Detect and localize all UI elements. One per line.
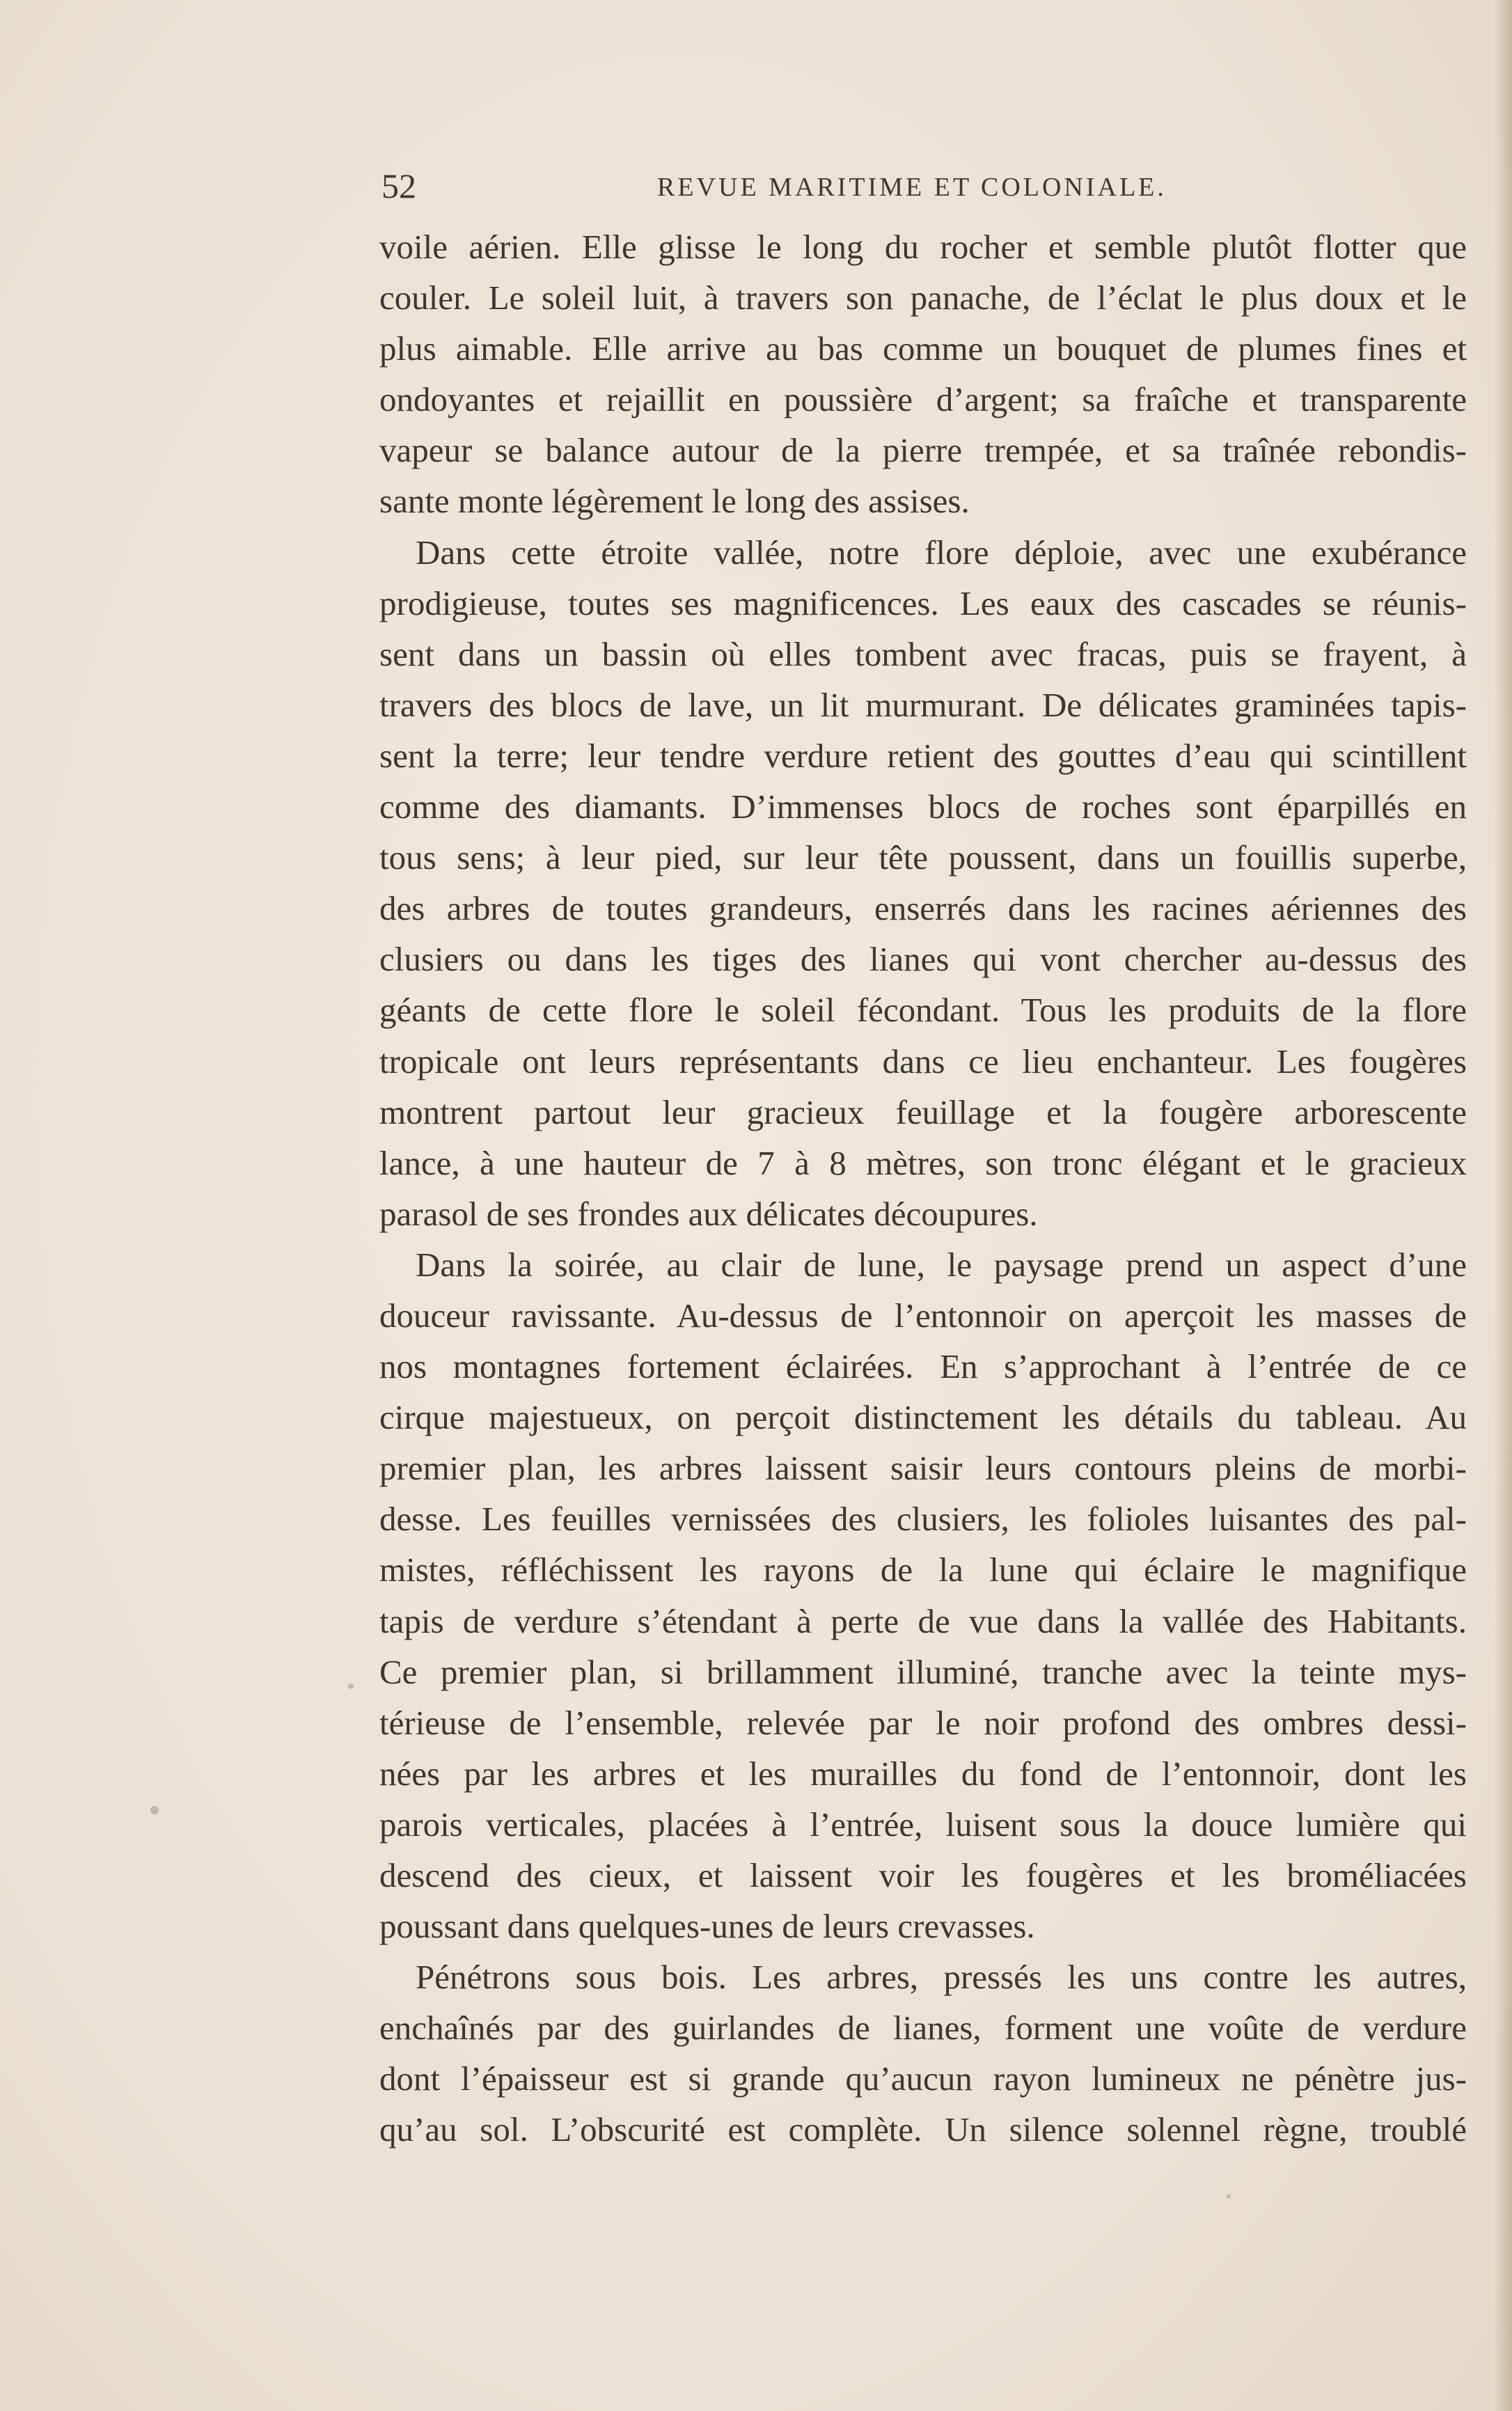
text-line: montrent partout leur gracieux feuillage et la fougère arborescente: [379, 1092, 1467, 1131]
text-line: desse. Les feuilles vernissées des clusiers, les folioles luisantes des pal-: [379, 1500, 1467, 1539]
text-line: parois verticales, placées à l’entrée, luisent sous la douce lumière qui: [379, 1805, 1467, 1844]
text-line: nées par les arbres et les murailles du fond de l’entonnoir, dont les: [379, 1754, 1467, 1793]
text-line: Dans la soirée, au clair de lune, le paysage prend un aspect d’une: [416, 1245, 1467, 1284]
text-line: des arbres de toutes grandeurs, enserrés dans les racines aériennes des: [379, 889, 1467, 928]
paper-speck: [348, 1683, 354, 1689]
text-line: lance, à une hauteur de 7 à 8 mètres, son tronc élégant et le gracieux: [379, 1143, 1467, 1182]
text-line: sent dans un bassin où elles tombent avec fracas, puis se frayent, à: [379, 634, 1467, 673]
text-line: parasol de ses frondes aux délicates découpures.: [379, 1194, 1038, 1233]
text-line: térieuse de l’ensemble, relevée par le noir profond des ombres dessi-: [379, 1703, 1467, 1742]
text-line: cirque majestueux, on perçoit distinctement les détails du tableau. Au: [379, 1398, 1467, 1437]
page-number: 52: [381, 166, 416, 205]
text-line: sante monte légèrement le long des assises.: [379, 482, 970, 521]
text-line: tapis de verdure s’étendant à perte de vue dans la vallée des Habitants.: [379, 1601, 1467, 1640]
text-line: sent la terre; leur tendre verdure retient des gouttes d’eau qui scintillent: [379, 736, 1467, 775]
text-line: clusiers ou dans les tiges des lianes qui vont chercher au-dessus des: [379, 940, 1467, 979]
text-line: tropicale ont leurs représentants dans ce lieu enchanteur. Les fougères: [379, 1042, 1467, 1081]
text-line: nos montagnes fortement éclairées. En s’approchant à l’entrée de ce: [379, 1347, 1467, 1386]
text-line: géants de cette flore le soleil fécondant. Tous les produits de la flore: [379, 991, 1467, 1030]
text-line: tous sens; à leur pied, sur leur tête poussent, dans un fouillis superbe,: [379, 838, 1467, 877]
text-line: vapeur se balance autour de la pierre trempée, et sa traînée rebondis-: [379, 431, 1467, 470]
text-line: plus aimable. Elle arrive au bas comme un bouquet de plumes fines et: [379, 329, 1467, 368]
text-line: premier plan, les arbres laissent saisir leurs contours pleins de morbi-: [379, 1449, 1467, 1488]
paper-speck: [1227, 2194, 1231, 2199]
page-edge-shadow: [1494, 0, 1512, 2411]
text-line: enchaînés par des guirlandes de lianes, forment une voûte de verdure: [379, 2009, 1467, 2048]
text-line: comme des diamants. D’immenses blocs de roches sont éparpillés en: [379, 787, 1467, 826]
text-line: qu’au sol. L’obscurité est complète. Un silence solennel règne, troublé: [379, 2110, 1467, 2149]
text-line: Dans cette étroite vallée, notre flore déploie, avec une exubérance: [416, 533, 1467, 572]
text-line: voile aérien. Elle glisse le long du rocher et semble plutôt flotter que: [379, 228, 1467, 266]
text-line: dont l’épaisseur est si grande qu’aucun rayon lumineux ne pénètre jus-: [379, 2059, 1467, 2098]
text-line: mistes, réfléchissent les rayons de la lune qui éclaire le magnifique: [379, 1550, 1467, 1589]
text-line: douceur ravissante. Au-dessus de l’entonnoir on aperçoit les masses de: [379, 1296, 1467, 1335]
text-line: Ce premier plan, si brillamment illuminé, tranche avec la teinte mys-: [379, 1652, 1467, 1691]
text-line: descend des cieux, et laissent voir les fougères et les broméliacées: [379, 1856, 1467, 1894]
text-line: poussant dans quelques-unes de leurs crevasses.: [379, 1907, 1035, 1946]
text-line: ondoyantes et rejaillit en poussière d’argent; sa fraîche et transparente: [379, 380, 1467, 419]
text-line: Pénétrons sous bois. Les arbres, pressés les uns contre les autres,: [416, 1958, 1467, 1997]
running-title: REVUE MARITIME ET COLONIALE.: [657, 173, 1167, 202]
text-line: couler. Le soleil luit, à travers son panache, de l’éclat le plus doux et le: [379, 278, 1467, 317]
paper-speck: [150, 1806, 159, 1814]
text-line: prodigieuse, toutes ses magnificences. Les eaux des cascades se réunis-: [379, 583, 1467, 622]
text-line: travers des blocs de lave, un lit murmurant. De délicates graminées tapis-: [379, 685, 1467, 724]
body-text: [379, 221, 1467, 2155]
running-header: [381, 162, 1467, 210]
